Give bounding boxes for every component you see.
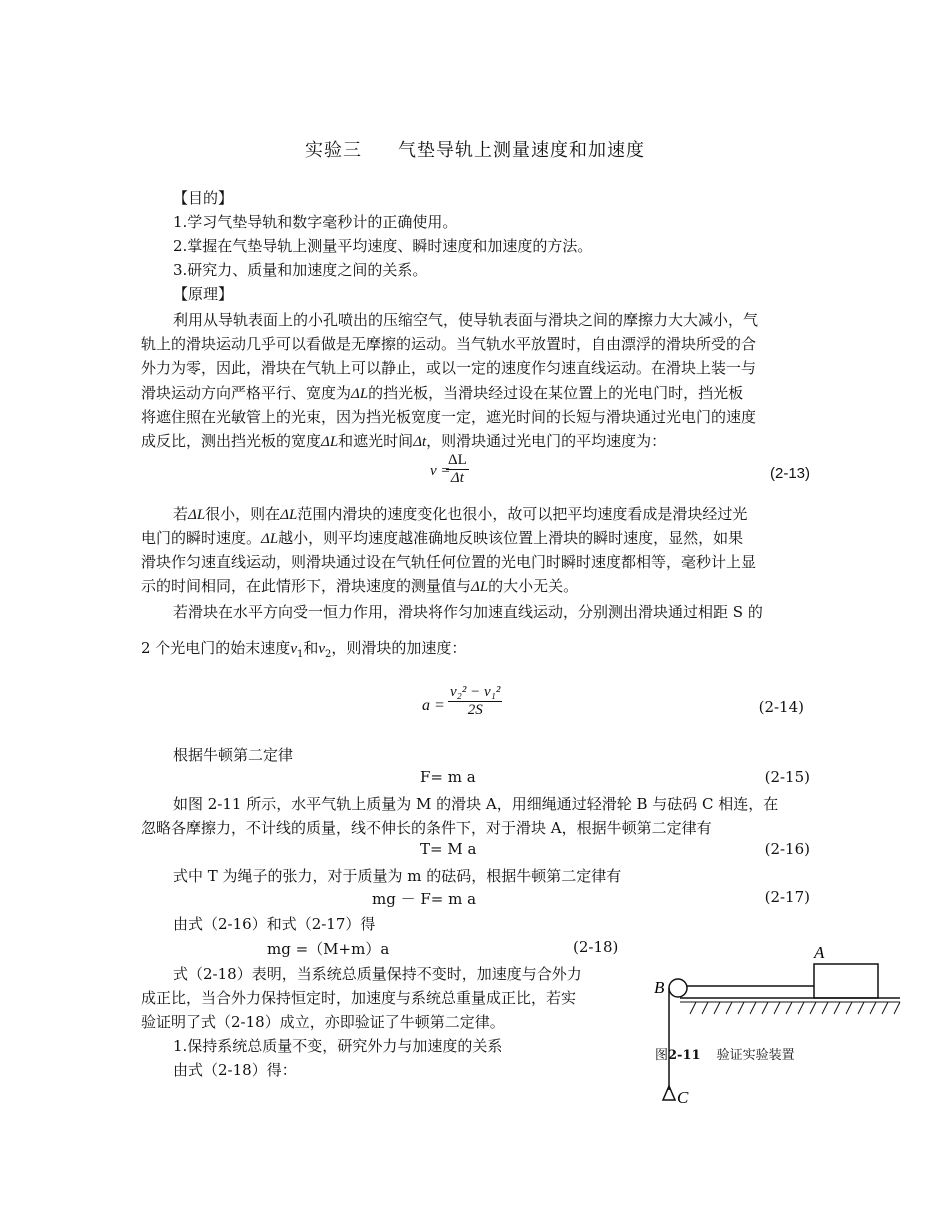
principle-p3-line1: 若滑块在水平方向受一恒力作用，滑块将作匀加速直线运动，分别测出滑块通过相距 S 的	[173, 603, 763, 621]
figure-caption: 图2-11 验证实验装置	[655, 1048, 795, 1063]
principle-p2-line3: 滑块作匀速直线运动，则滑块通过设在气轨任何位置的光电门时瞬时速度都相等，毫秒计上显	[141, 553, 757, 571]
principle-p1-line1: 利用从导轨表面上的小孔喷出的压缩空气，使导轨表面与滑块之间的摩擦力大大减小，气	[173, 311, 759, 329]
title-part1: 实验三	[305, 140, 362, 161]
principle-p1-line6: 成反比，测出挡光板的宽度ΔL和遮光时间Δt，则滑块通过光电门的平均速度为：	[141, 432, 667, 450]
principle-heading: 【原理】	[173, 285, 234, 303]
purpose-item-2: 2.掌握在气垫导轨上测量平均速度、瞬时速度和加速度的方法。	[173, 237, 593, 255]
track-hatching	[690, 1002, 900, 1014]
label-C: C	[677, 1088, 689, 1107]
newton-law-text: 根据牛顿第二定律	[173, 746, 294, 764]
delta-t-symbol: Δt	[413, 434, 427, 450]
apparatus-figure	[640, 940, 920, 1110]
item-1-heading: 1.保持系统总质量不变，研究外力与加速度的关系	[173, 1037, 503, 1055]
eq13-label: (2-13)	[769, 465, 810, 482]
eq16-label: (2-16)	[764, 840, 810, 858]
slider-block-A	[814, 964, 878, 998]
eq15: F= m a	[420, 768, 476, 786]
title-part2: 气垫导轨上测量速度和加速度	[398, 140, 645, 161]
principle-p2-line4: 示的时间相同，在此情形下，滑块速度的测量值与ΔL的大小无关。	[141, 577, 579, 595]
eq18-label: (2-18)	[573, 938, 619, 956]
principle-p7-line1: 式（2-18）表明，当系统总质量保持不变时，加速度与合外力	[173, 965, 582, 983]
label-A: A	[814, 943, 825, 962]
label-B: B	[654, 978, 665, 997]
principle-p1-line3: 外力为零，因此，滑块在气轨上可以静止，或以一定的速度作匀速直线运动。在滑块上装一与	[141, 359, 757, 377]
page-title	[0, 136, 950, 162]
principle-p2-line2: 电门的瞬时速度。ΔL越小，则平均速度越准确地反映该位置上滑块的瞬时速度，显然，如果	[141, 529, 744, 547]
delta-L-symbol: ΔL	[351, 386, 369, 402]
eq14-fraction: $\frac{\text{v₂² − v₁²}}{2S}$	[450, 684, 501, 718]
principle-p1-line4: 滑块运动方向严格平行、宽度为ΔL的挡光板，当滑块经过设在某位置上的光电门时，挡光板	[141, 384, 744, 402]
principle-p4-line1: 如图 2-11 所示，水平气轨上质量为 M 的滑块 A，用细绳通过轻滑轮 B 与砝码 C 相连，在	[173, 795, 779, 813]
principle-p6: 由式（2-16）和式（2-17）得	[173, 915, 376, 933]
principle-p4-line2: 忽略各摩擦力，不计线的质量，线不伸长的条件下，对于滑块 A，根据牛顿第二定律有	[141, 819, 712, 837]
eq13-lhs: v =	[430, 463, 451, 479]
principle-p3-line2: 2 个光电门的始末速度$v_1$和$v_2$，则滑块的加速度：	[141, 639, 467, 660]
eq15-label: (2-15)	[764, 768, 810, 786]
delta-L-symbol: ΔL	[321, 434, 339, 450]
eq13-fraction: $\frac{\Delta L}{\Delta t}$	[448, 452, 467, 486]
purpose-item-3: 3.研究力、质量和加速度之间的关系。	[173, 261, 428, 279]
eq14-lhs: a =	[422, 697, 445, 714]
purpose-heading: 【目的】	[173, 189, 234, 207]
principle-p5: 式中 T 为绳子的张力，对于质量为 m 的砝码，根据牛顿第二定律有	[173, 867, 622, 885]
eq16: T= M a	[420, 840, 477, 858]
eq14-label: (2-14)	[758, 698, 804, 716]
principle-p2-line1: 若ΔL很小，则在ΔL范围内滑块的速度变化也很小，故可以把平均速度看成是滑块经过光	[173, 505, 748, 523]
principle-p1-line5: 将遮住照在光敏管上的光束，因为挡光板宽度一定，遮光时间的长短与滑块通过光电门的速度	[141, 408, 757, 426]
pulley-B	[669, 979, 687, 997]
eq17-label: (2-17)	[764, 888, 810, 906]
eq18: mg =（M+m）a	[267, 940, 390, 958]
principle-p7-line2: 成正比，当合外力保持恒定时，加速度与系统总重量成正比，若实	[141, 989, 577, 1007]
purpose-item-1: 1.学习气垫导轨和数字毫秒计的正确使用。	[173, 213, 458, 231]
principle-p1-line2: 轨上的滑块运动几乎可以看做是无摩擦的运动。当气轨水平放置时，自由漂浮的滑块所受的合	[141, 335, 757, 353]
eq17: mg － F= m a	[372, 890, 477, 908]
principle-p8: 由式（2-18）得：	[173, 1061, 297, 1079]
principle-p7-line3: 验证明了式（2-18）成立，亦即验证了牛顿第二定律。	[141, 1013, 505, 1031]
